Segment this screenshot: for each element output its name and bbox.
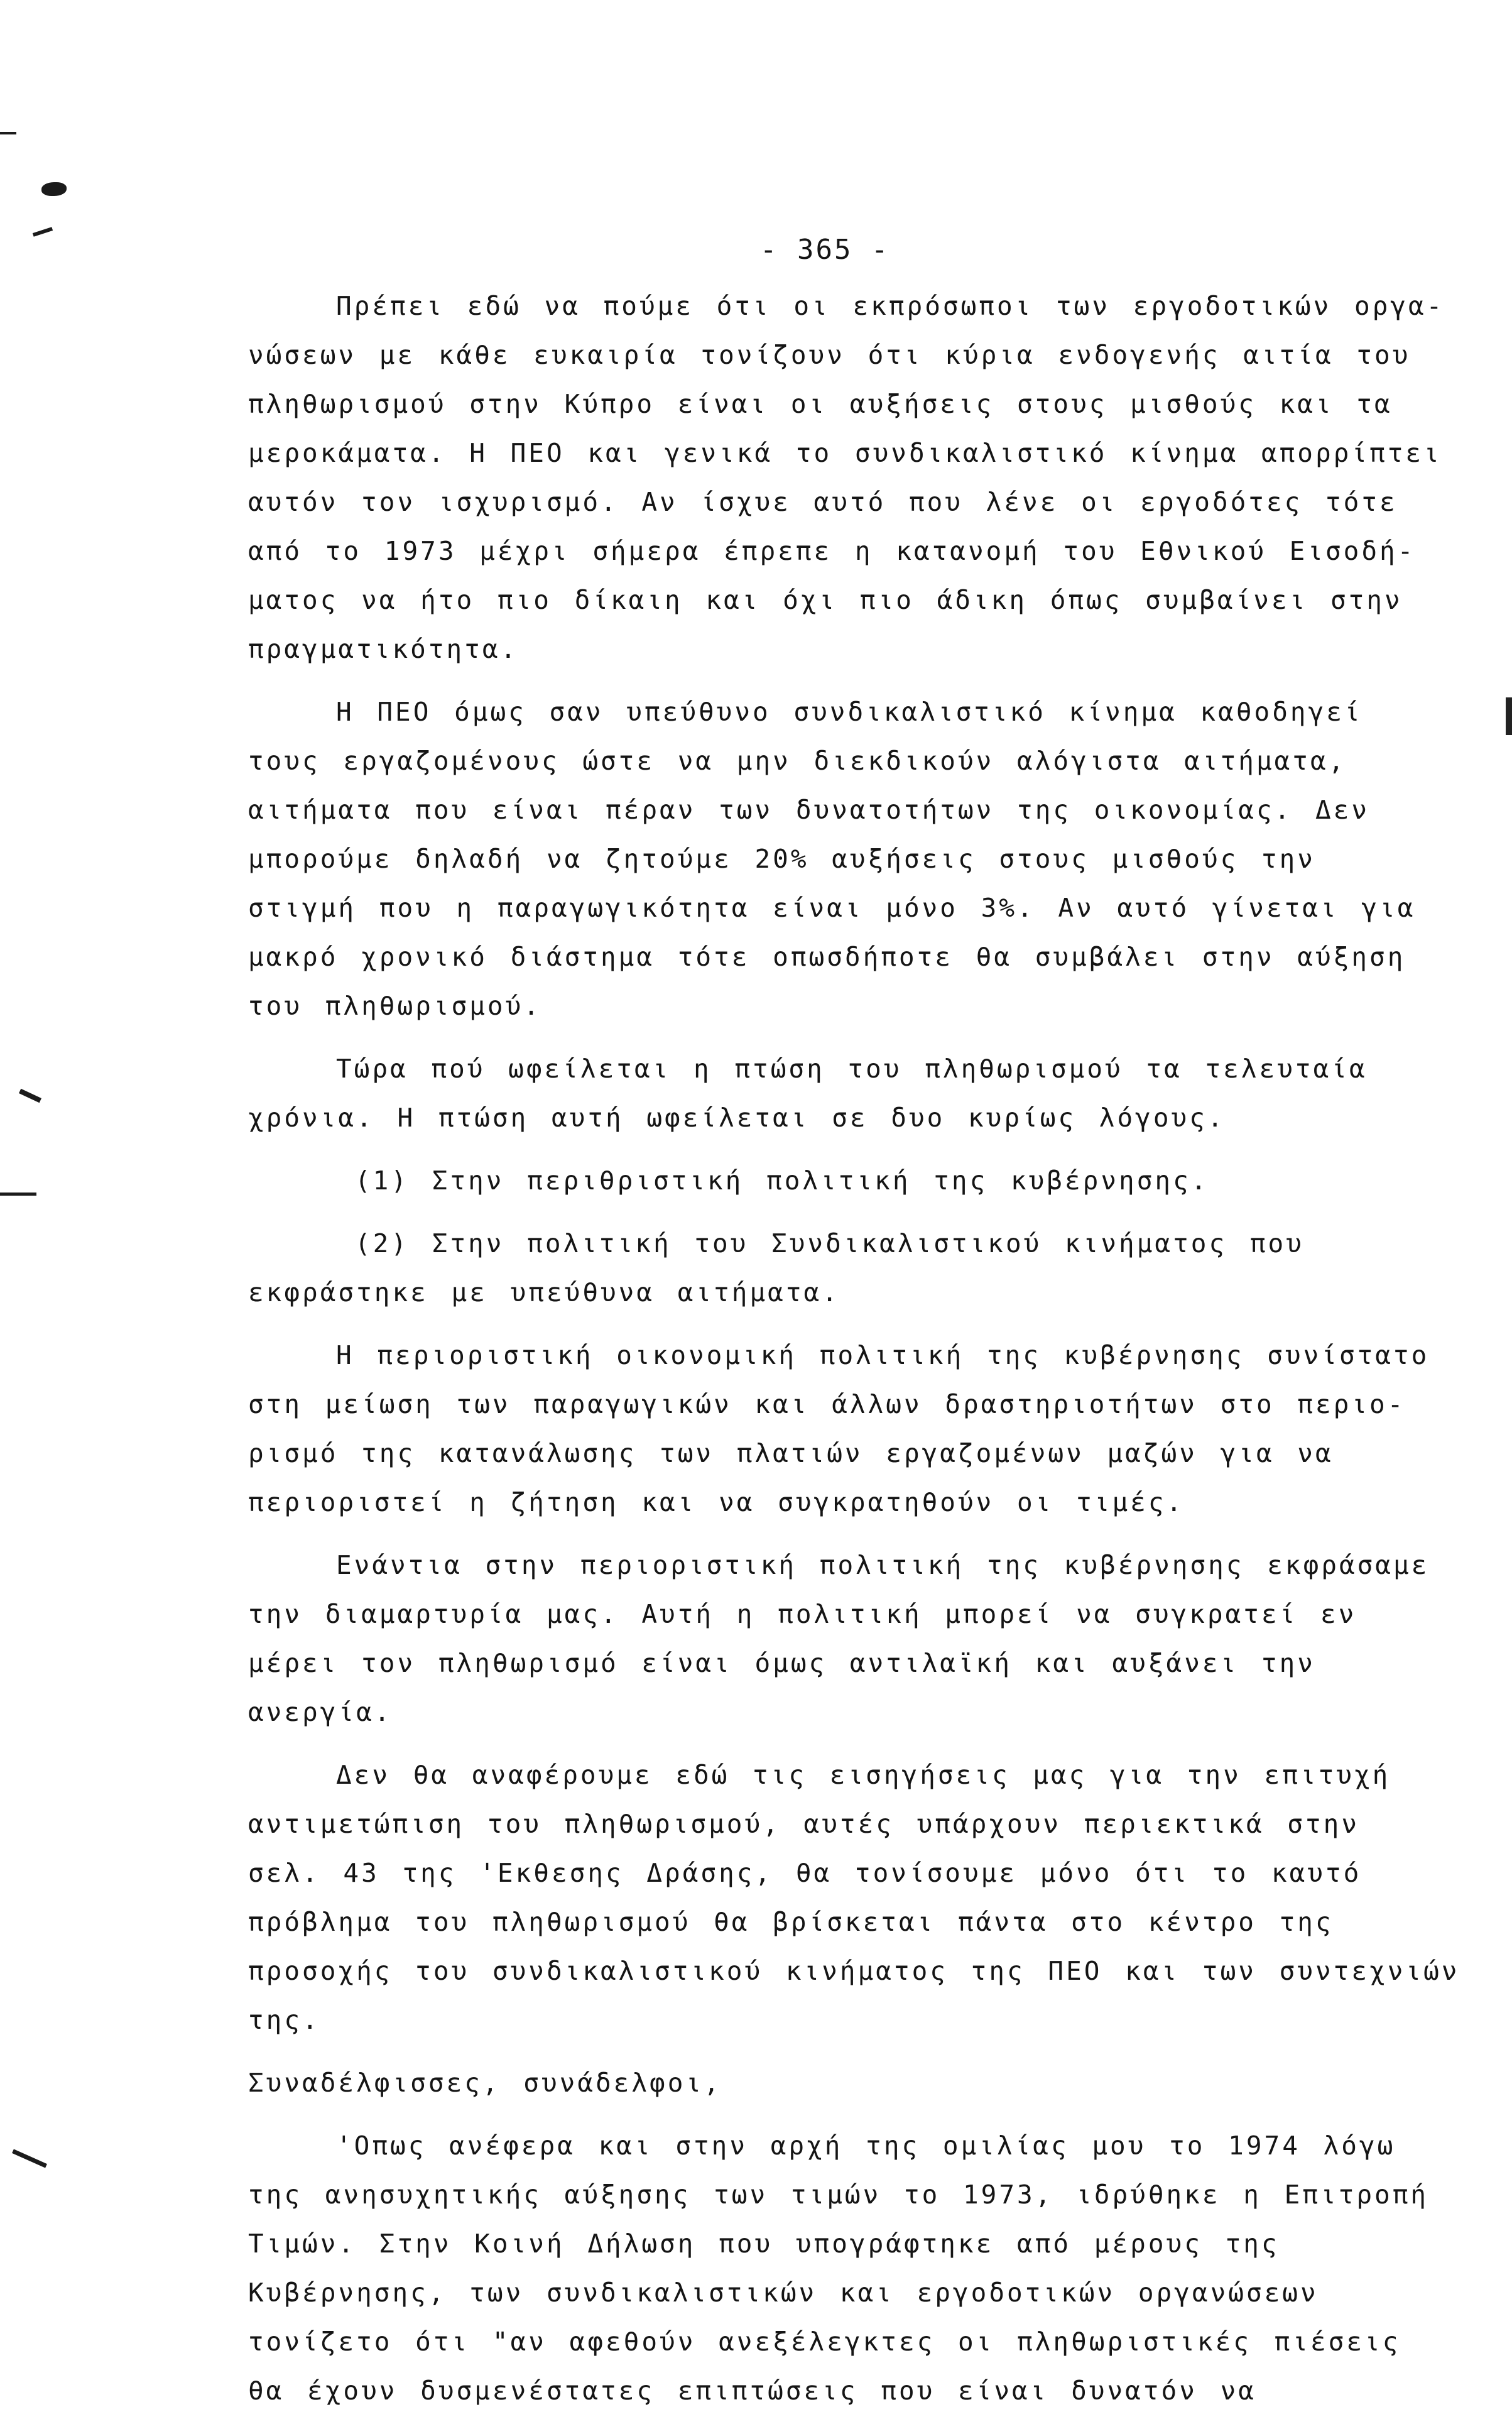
scan-mark bbox=[12, 2149, 47, 2168]
paragraph bbox=[248, 687, 1479, 1030]
scan-mark bbox=[0, 132, 16, 134]
page-number: - 365 - bbox=[760, 234, 890, 266]
text-line: μπορούμε δηλαδή να ζητούμε 20% αυξήσεις στους μισθούς την bbox=[248, 844, 1315, 874]
text-line: μέρει τον πληθωρισμό είναι όμως αντιλαϊκή και αυξάνει την bbox=[248, 1648, 1315, 1678]
text-line: Η περιοριστική οικονομική πολιτική της κυβέρνησης συνίστατο bbox=[336, 1340, 1430, 1370]
text-line: (1) Στην περιθριστική πολιτική της κυβέρνησης. bbox=[355, 1165, 1209, 1196]
text-line: ανεργία. bbox=[248, 1697, 393, 1727]
scan-mark bbox=[0, 1193, 36, 1196]
text-line: πληθωρισμού στην Κύπρο είναι οι αυξήσεις στους μισθούς και τα bbox=[248, 389, 1393, 419]
text-line: του πληθωρισμού. bbox=[248, 991, 541, 1021]
paragraph bbox=[248, 1331, 1479, 1527]
paragraph bbox=[248, 1750, 1479, 2044]
text-line: χρόνια. Η πτώση αυτή ωφείλεται σε δυο κυρίως λόγους. bbox=[248, 1103, 1226, 1133]
scan-mark bbox=[33, 227, 53, 237]
text-line: στη μείωση των παραγωγικών και άλλων δραστηριοτήτων στο περιο- bbox=[248, 1389, 1406, 1419]
text-line: πραγματικότητα. bbox=[248, 634, 519, 664]
text-line: πρόβλημα του πληθωρισμού θα βρίσκεται πάντα στο κέντρο της bbox=[248, 1907, 1334, 1937]
text-line: Τιμών. Στην Κοινή Δήλωση που υπογράφτηκε από μέρους της bbox=[248, 2229, 1280, 2259]
text-line: της ανησυχητικής αύξησης των τιμών το 1973, ιδρύθηκε η Επιτροπή bbox=[248, 2180, 1429, 2210]
text-line: (2) Στην πολιτική του Συνδικαλιστικού κινήματος που bbox=[355, 1228, 1304, 1258]
paragraph bbox=[248, 1044, 1479, 1142]
text-line: Τώρα πού ωφείλεται η πτώση του πληθωρισμού τα τελευταία bbox=[336, 1054, 1368, 1084]
scan-edge-mark bbox=[1506, 697, 1512, 735]
scan-mark bbox=[41, 182, 67, 196]
text-line: Κυβέρνησης, των συνδικαλιστικών και εργοδοτικών οργανώσεων bbox=[248, 2278, 1319, 2308]
text-line: ρισμό της κατανάλωσης των πλατιών εργαζομένων μαζών για να bbox=[248, 1438, 1334, 1468]
body-text bbox=[248, 281, 1479, 2429]
paragraph bbox=[248, 2121, 1479, 2415]
text-line: σελ. 43 της 'Εκθεσης Δράσης, θα τονίσουμε μόνο ότι το καυτό bbox=[248, 1858, 1362, 1888]
text-line: αυτόν τον ισχυρισμό. Αν ίσχυε αυτό που λένε οι εργοδότες τότε bbox=[248, 487, 1398, 517]
paragraph bbox=[248, 1219, 1479, 1317]
text-line: προσοχής του συνδικαλιστικού κινήματος της ΠΕΟ και των συντεχνιών bbox=[248, 1956, 1460, 1986]
text-line: την διαμαρτυρία μας. Αυτή η πολιτική μπορεί να συγκρατεί εν bbox=[248, 1599, 1357, 1629]
paragraph bbox=[248, 2058, 1479, 2107]
text-line: από το 1973 μέχρι σήμερα έπρεπε η κατανομή του Εθνικού Εισοδή- bbox=[248, 536, 1416, 566]
text-line: νώσεων με κάθε ευκαιρία τονίζουν ότι κύρια ενδογενής αιτία του bbox=[248, 340, 1411, 370]
text-line: περιοριστεί η ζήτηση και να συγκρατηθούν οι τιμές. bbox=[248, 1487, 1185, 1517]
text-line: αντιμετώπιση του πληθωρισμού, αυτές υπάρχουν περιεκτικά στην bbox=[248, 1809, 1360, 1839]
text-line: τους εργαζομένους ώστε να μην διεκδικούν αλόγιστα αιτήματα, bbox=[248, 746, 1347, 776]
text-line: στιγμή που η παραγωγικότητα είναι μόνο 3%. Αν αυτό γίνεται για bbox=[248, 893, 1416, 923]
text-line: 'Οπως ανέφερα και στην αρχή της ομιλίας μου το 1974 λόγω bbox=[336, 2131, 1396, 2161]
text-line: μεροκάματα. Η ΠΕΟ και γενικά το συνδικαλιστικό κίνημα απορρίπτει bbox=[248, 438, 1442, 468]
text-line: τονίζετο ότι "αν αφεθούν ανεξέλεγκτες οι πληθωριστικές πιέσεις bbox=[248, 2327, 1401, 2357]
text-line: εκφράστηκε με υπεύθυνα αιτήματα. bbox=[248, 1277, 840, 1307]
text-line: Συναδέλφισσες, συνάδελφοι, bbox=[248, 2068, 722, 2098]
scan-mark bbox=[19, 1089, 41, 1103]
text-line: της. bbox=[248, 2005, 320, 2035]
text-line: μακρό χρονικό διάστημα τότε οπωσδήποτε θα συμβάλει στην αύξηση bbox=[248, 942, 1406, 972]
paragraph bbox=[248, 281, 1479, 674]
text-line: θα έχουν δυσμενέστατες επιπτώσεις που είναι δυνατόν να bbox=[248, 2376, 1256, 2406]
text-line: Πρέπει εδώ να πούμε ότι οι εκπρόσωποι των εργοδοτικών οργα- bbox=[336, 291, 1445, 321]
text-line: Δεν θα αναφέρουμε εδώ τις εισηγήσεις μας για την επιτυχή bbox=[336, 1760, 1391, 1790]
text-line: ματος να ήτο πιο δίκαιη και όχι πιο άδικη όπως συμβαίνει στην bbox=[248, 585, 1403, 615]
text-line: Ενάντια στην περιοριστική πολιτική της κυβέρνησης εκφράσαμε bbox=[336, 1550, 1430, 1580]
text-line: Η ΠΕΟ όμως σαν υπεύθυνο συνδικαλιστικό κίνημα καθοδηγεί bbox=[336, 697, 1362, 727]
paragraph bbox=[248, 1541, 1479, 1737]
paragraph bbox=[248, 1156, 1479, 1205]
text-line: αιτήματα που είναι πέραν των δυνατοτήτων της οικονομίας. Δεν bbox=[248, 795, 1370, 825]
